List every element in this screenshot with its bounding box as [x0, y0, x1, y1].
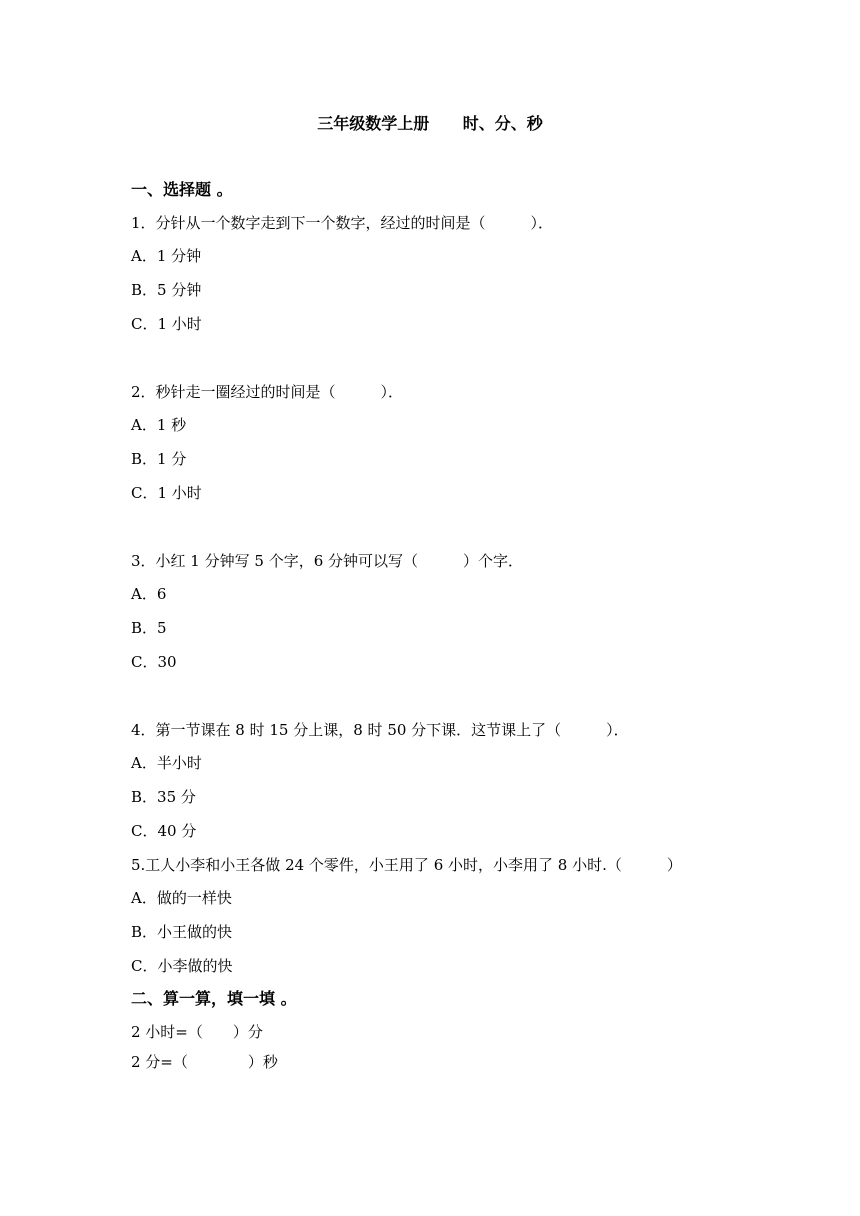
question-5-stem: 5.工人小李和小王各做 24 个零件，小王用了 6 小时，小李用了 8 小时.（ ） — [131, 856, 682, 874]
question-1-option-b: B．5 分钟 — [131, 281, 202, 299]
question-2-option-b: B．1 分 — [131, 450, 187, 468]
question-3-stem: 3．小红 1 分钟写 5 个字，6 分钟可以写（ ）个字． — [131, 552, 524, 570]
fill-item-1: 2 小时=（ ）分 — [131, 1023, 263, 1041]
question-3-option-a: A．6 — [131, 585, 167, 603]
section-heading-choice: 一、选择题 。 — [131, 180, 233, 199]
question-5-option-c: C．小李做的快 — [131, 957, 233, 975]
question-1-stem: 1．分针从一个数字走到下一个数字，经过的时间是（ ）． — [131, 214, 554, 232]
question-4-option-b: B．35 分 — [131, 788, 196, 806]
fill-item-2: 2 分=（ ）秒 — [131, 1053, 278, 1071]
question-1-option-a: A．1 分钟 — [131, 247, 202, 265]
question-4-option-a: A．半小时 — [131, 754, 202, 772]
question-3-option-c: C．30 — [131, 653, 177, 671]
question-4-option-c: C．40 分 — [131, 822, 197, 840]
question-2-option-c: C．1 小时 — [131, 484, 202, 502]
question-5-option-a: A．做的一样快 — [131, 889, 232, 907]
section-heading-fill: 二、算一算，填一填 。 — [131, 989, 297, 1008]
question-2-stem: 2．秒针走一圈经过的时间是（ ）． — [131, 383, 404, 401]
question-3-option-b: B．5 — [131, 619, 167, 637]
page-title: 三年级数学上册 时、分、秒 — [317, 114, 543, 133]
question-4-stem: 4．第一节课在 8 时 15 分上课，8 时 50 分下课．这节课上了（ ）． — [131, 721, 629, 739]
question-2-option-a: A．1 秒 — [131, 416, 187, 434]
question-1-option-c: C．1 小时 — [131, 315, 202, 333]
question-5-option-b: B．小王做的快 — [131, 923, 233, 941]
